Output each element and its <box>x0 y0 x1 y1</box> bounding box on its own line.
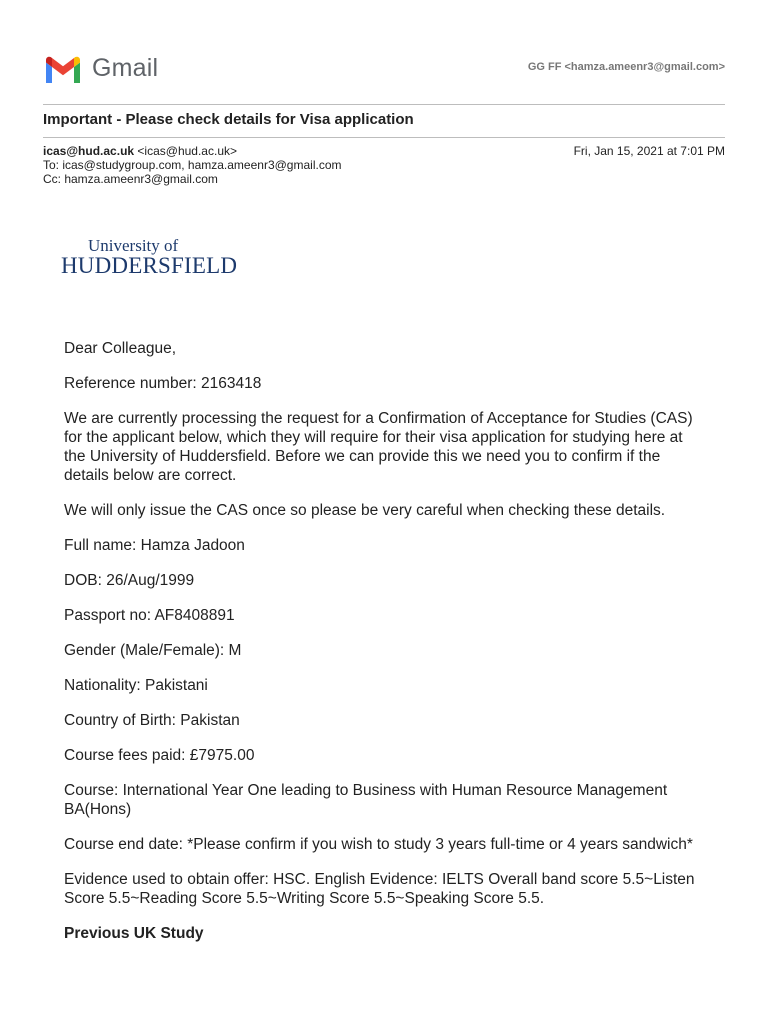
account-label: GG FF <hamza.ameenr3@gmail.com> <box>527 61 725 73</box>
passport-number: Passport no: AF8408891 <box>64 607 235 624</box>
evidence: Evidence used to obtain offer: HSC. English Evidence: IELTS Overall band score 5.5~Listen Score 5.5~Reading Score 5.5~Writing Score 5.5~Speaking Score 5.5. <box>64 871 695 907</box>
country-of-birth: Country of Birth: Pakistan <box>64 712 240 729</box>
reference-number: Reference number: 2163418 <box>64 375 262 392</box>
course: Course: International Year One leading to Business with Human Resource Management BA(Hons) <box>64 782 668 818</box>
gmail-logo-text: Gmail <box>92 54 159 82</box>
nationality: Nationality: Pakistani <box>64 677 208 694</box>
cc-row: Cc: hamza.ameenr3@gmail.com <box>43 172 218 186</box>
email-body <box>64 339 704 959</box>
warning-paragraph: We will only issue the CAS once so please be very careful when checking these details. <box>64 502 666 519</box>
course-fees: Course fees paid: £7975.00 <box>64 747 255 764</box>
email-subject: Important - Please check details for Visa application <box>43 111 414 128</box>
course-end-date: Course end date: *Please confirm if you wish to study 3 years full-time or 4 years sandwich* <box>64 836 693 853</box>
sender-name[interactable]: icas@hud.ac.uk <box>43 144 135 158</box>
email-date: Fri, Jan 15, 2021 at 7:01 PM <box>573 144 725 158</box>
divider-subject <box>43 137 725 138</box>
gmail-header <box>0 0 768 100</box>
intro-paragraph: We are currently processing the request for a Confirmation of Acceptance for Studies (CAS) for the applicant below, which they will require for their visa application for studying here at the University of Huddersfield. Before we can provide this we need you to confirm if the details below are correct. <box>64 410 693 484</box>
gender: Gender (Male/Female): M <box>64 642 242 659</box>
date-of-birth: DOB: 26/Aug/1999 <box>64 572 195 589</box>
sender-address: <icas@hud.ac.uk> <box>137 144 237 158</box>
full-name: Full name: Hamza Jadoon <box>64 537 245 554</box>
university-logo <box>61 236 238 278</box>
email-meta <box>43 144 725 186</box>
university-logo-line1: University of <box>88 236 179 255</box>
gmail-logo-icon <box>43 55 83 83</box>
divider-top <box>43 104 725 105</box>
university-logo-line2: HUDDERSFIELD <box>61 253 238 278</box>
to-row: To: icas@studygroup.com, hamza.ameenr3@gmail.com <box>43 158 342 172</box>
greeting: Dear Colleague, <box>64 340 177 357</box>
previous-uk-study-heading: Previous UK Study <box>64 925 204 942</box>
